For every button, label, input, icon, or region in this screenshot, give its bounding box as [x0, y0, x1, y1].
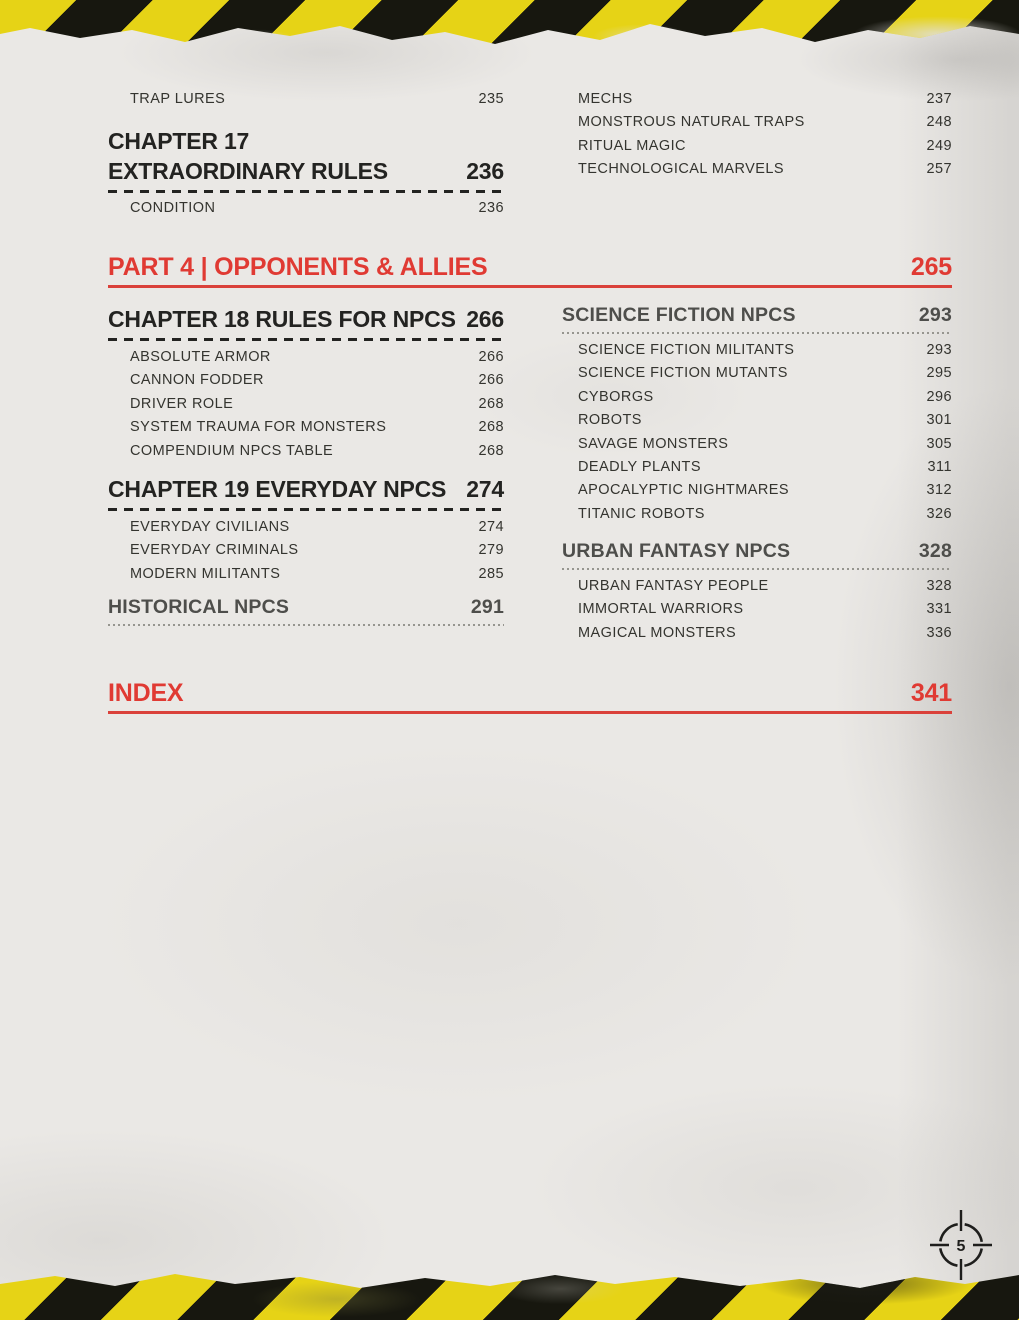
dotted-rule	[562, 568, 952, 570]
toc-entry-label: RITUAL MAGIC	[578, 137, 686, 154]
toc-entry-page: 236	[478, 200, 504, 216]
toc-entry-label: EVERYDAY CIVILIANS	[130, 519, 290, 535]
section-title: HISTORICAL NPCS	[108, 596, 290, 618]
toc-entry	[562, 362, 952, 385]
toc-entry-label: IMMORTAL WARRIORS	[578, 601, 744, 618]
toc-entry-label: ABSOLUTE ARMOR	[130, 349, 271, 365]
index-heading-row	[108, 678, 952, 708]
chapter-18-section	[108, 304, 504, 463]
toc-entry	[562, 479, 952, 502]
toc-entry-label: MODERN MILITANTS	[130, 565, 281, 582]
toc-entry-page: 293	[926, 342, 952, 358]
toc-entry	[108, 440, 504, 463]
toc-entry-page: 249	[926, 137, 952, 154]
hazard-stripe-top	[0, 0, 1019, 46]
toc-entry-trap-lures	[130, 88, 504, 111]
toc-entry-label: SCIENCE FICTION MILITANTS	[578, 342, 795, 358]
toc-entry-page: 266	[478, 372, 504, 389]
toc-entry-label: TECHNOLOGICAL MARVELS	[578, 161, 785, 178]
toc-entry-label: CANNON FODDER	[130, 372, 264, 389]
toc-entry-label: DRIVER ROLE	[130, 395, 234, 412]
toc-entry	[578, 135, 952, 158]
toc-entry	[108, 393, 504, 416]
page-number: 5	[956, 1238, 966, 1255]
toc-entry-page: 328	[926, 578, 952, 594]
toc-entry-label: URBAN FANTASY PEOPLE	[578, 578, 769, 594]
chapter-16-entries	[578, 88, 952, 182]
chapter-17-section	[108, 126, 504, 193]
toc-entry-label: SYSTEM TRAUMA FOR MONSTERS	[130, 419, 387, 436]
toc-entry-page: 257	[926, 161, 952, 178]
red-rule	[108, 285, 952, 288]
toc-entry-label: SCIENCE FICTION MUTANTS	[578, 365, 788, 382]
toc-entry-label: MONSTROUS NATURAL TRAPS	[578, 114, 805, 131]
toc-entry	[130, 197, 504, 220]
toc-entry	[578, 111, 952, 134]
toc-entry-label: MECHS	[578, 91, 633, 107]
toc-entry	[108, 539, 504, 562]
toc-entry-label: TRAP LURES	[130, 91, 226, 107]
toc-entry	[108, 563, 504, 586]
toc-entry-page: 279	[478, 542, 504, 559]
index-heading	[108, 678, 952, 714]
toc-entry-page: 311	[927, 459, 952, 476]
dashed-rule	[108, 190, 504, 193]
chapter-page: 266	[466, 306, 504, 332]
toc-entry-page: 295	[926, 365, 952, 382]
toc-entry-label: CONDITION	[130, 200, 216, 216]
toc-entry-label: MAGICAL MONSTERS	[578, 624, 737, 641]
section-page: 328	[918, 540, 952, 562]
section-page: 291	[470, 596, 504, 618]
urban-fantasy-npcs-heading	[562, 538, 952, 564]
toc-entry	[562, 622, 952, 645]
toc-entry	[562, 409, 952, 432]
toc-entry-label: DEADLY PLANTS	[578, 459, 701, 476]
toc-entry-page: 248	[926, 114, 952, 131]
part-title: PART 4 | OPPONENTS & ALLIES	[108, 253, 488, 281]
chapter-18-entries	[108, 346, 504, 463]
toc-entry-label: CYBORGS	[578, 388, 654, 405]
toc-entry-page: 266	[478, 349, 504, 365]
science-fiction-npcs-section	[562, 302, 952, 526]
toc-entry-condition	[130, 197, 504, 220]
toc-entry	[108, 346, 504, 369]
chapter-19-heading	[108, 474, 504, 504]
chapter-page: 274	[466, 476, 504, 502]
hazard-stripe-bottom	[0, 1268, 1019, 1320]
toc-entry-label: SAVAGE MONSTERS	[578, 435, 729, 452]
chapter-page: 236	[466, 158, 504, 184]
toc-entry-label: APOCALYPTIC NIGHTMARES	[578, 482, 790, 499]
toc-entry-page: 268	[478, 442, 504, 459]
part-page: 265	[910, 253, 952, 281]
page-number-marker	[926, 1205, 996, 1290]
science-fiction-entries	[562, 339, 952, 526]
chapter-title: CHAPTER 17	[108, 128, 250, 154]
toc-entry	[562, 339, 952, 362]
dotted-rule	[562, 332, 952, 334]
toc-entry-page: 237	[926, 91, 952, 107]
index-title: INDEX	[108, 679, 184, 707]
part-4-heading	[108, 252, 952, 288]
chapter-17-line2	[108, 156, 504, 186]
historical-npcs-heading	[108, 594, 504, 620]
toc-entry-page: 305	[926, 435, 952, 452]
chapter-19-entries	[108, 516, 504, 586]
toc-entry-page: 326	[926, 505, 952, 522]
toc-entry	[562, 456, 952, 479]
toc-entry-label: COMPENDIUM NPCS TABLE	[130, 442, 334, 459]
toc-entry	[578, 158, 952, 181]
chapter-17-line1	[108, 126, 504, 156]
section-page: 293	[918, 304, 952, 326]
toc-entry-label: EVERYDAY CRIMINALS	[130, 542, 299, 559]
chapter-19-section	[108, 474, 504, 586]
dotted-rule	[108, 624, 504, 626]
section-title: URBAN FANTASY NPCS	[562, 540, 791, 562]
crosshair-reticle-icon	[926, 1205, 996, 1285]
index-page: 341	[910, 679, 952, 707]
historical-npcs-section	[108, 594, 504, 626]
part-heading-row	[108, 252, 952, 282]
toc-entry	[562, 433, 952, 456]
toc-entry-label: TITANIC ROBOTS	[578, 505, 705, 522]
red-rule	[108, 711, 952, 714]
toc-entry-page: 336	[926, 624, 952, 641]
toc-entry-page: 331	[926, 601, 952, 618]
toc-entry	[562, 386, 952, 409]
toc-entry	[108, 516, 504, 539]
toc-entry-page: 301	[926, 412, 952, 429]
toc-entry	[108, 416, 504, 439]
toc-entry-page: 312	[926, 482, 952, 499]
toc-entry-page: 296	[926, 388, 952, 405]
dashed-rule	[108, 338, 504, 341]
chapter-title: EXTRAORDINARY RULES	[108, 158, 388, 184]
toc-entry	[578, 88, 952, 111]
toc-entry-page: 268	[478, 395, 504, 412]
section-title: SCIENCE FICTION NPCS	[562, 304, 796, 326]
chapter-title: CHAPTER 19 EVERYDAY NPCS	[108, 476, 447, 502]
toc-entry-page: 274	[478, 519, 504, 535]
toc-entry	[562, 598, 952, 621]
chapter-title: CHAPTER 18 RULES FOR NPCS	[108, 306, 456, 332]
chapter-18-heading	[108, 304, 504, 334]
science-fiction-npcs-heading	[562, 302, 952, 328]
toc-entry-page: 285	[478, 565, 504, 582]
urban-fantasy-npcs-section	[562, 538, 952, 645]
toc-entry	[562, 575, 952, 598]
toc-entry	[130, 88, 504, 111]
toc-entry	[562, 503, 952, 526]
toc-entry-label: ROBOTS	[578, 412, 642, 429]
toc-entry-page: 235	[478, 91, 504, 107]
toc-entry	[108, 369, 504, 392]
toc-entry-page: 268	[478, 419, 504, 436]
dashed-rule	[108, 508, 504, 511]
urban-fantasy-entries	[562, 575, 952, 645]
